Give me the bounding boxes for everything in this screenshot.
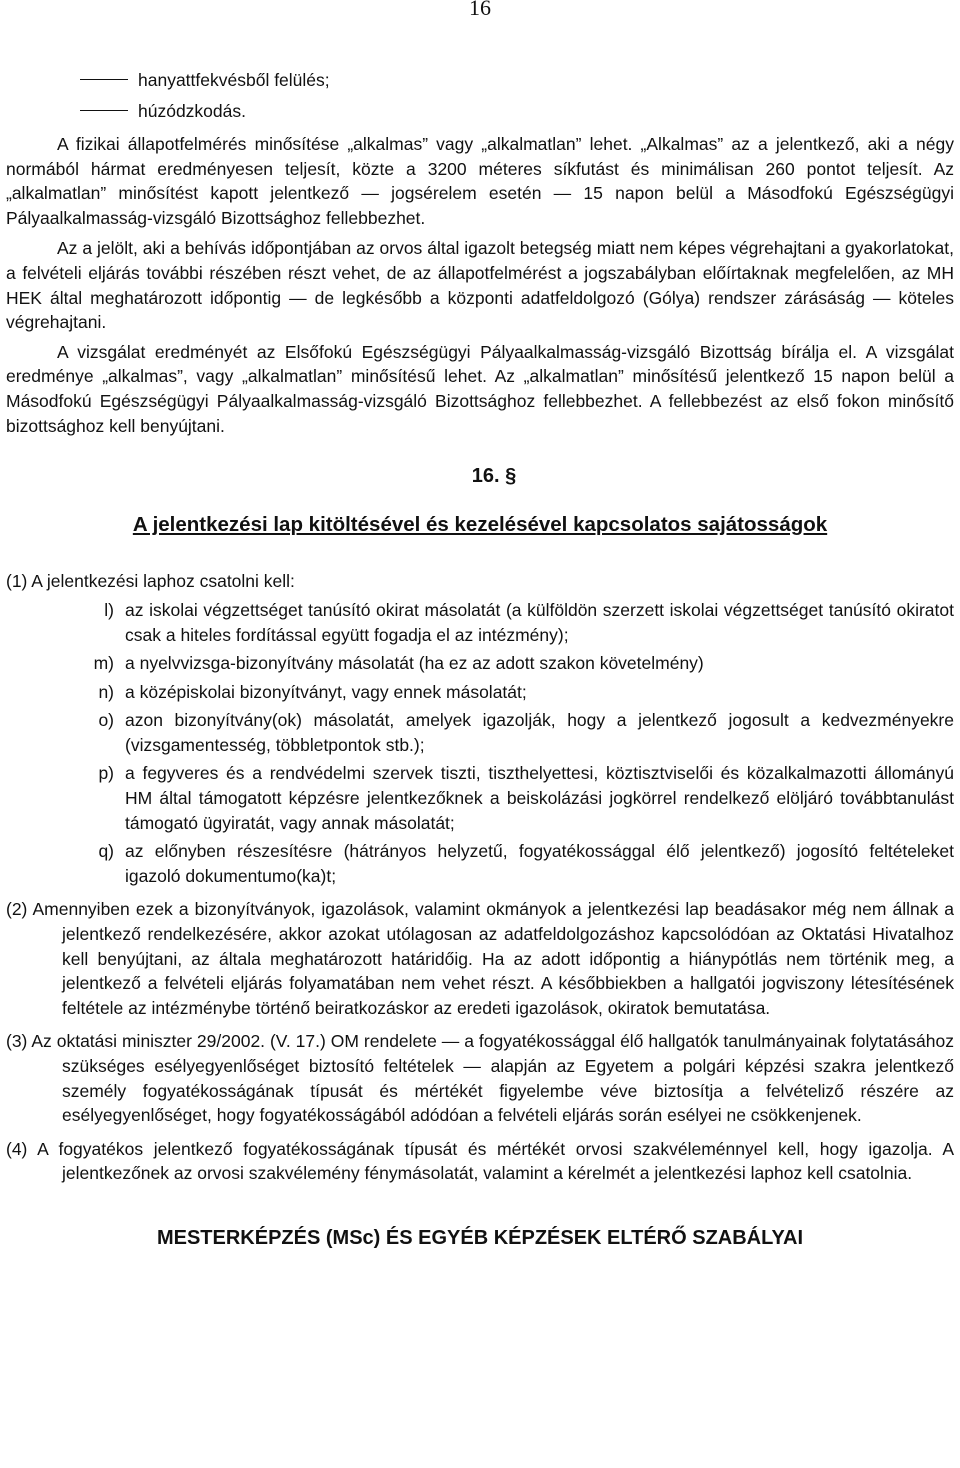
list-item-label: q) — [98, 841, 114, 862]
list-item — [64, 598, 954, 647]
point-4: (4) A fogyatékos jelentkező fogyatékosságának típusát és mértékét orvosi szakvéleménnyel kell, hogy igazolja. A jelentkezőnek az orvosi szakvélemény fénymásolatát, valamint a kérelmét a jelentkezési laphoz kell csatolnia. — [6, 1138, 954, 1184]
list-item-text: azon bizonyítvány(ok) másolatát, amelyek igazolják, hogy a jelentkező jogosult a kedvezményekre (vizsgamentesség, többletpontok stb.); — [125, 710, 954, 755]
list-item — [6, 99, 954, 130]
list-item-text: a középiskolai bizonyítványt, vagy ennek másolatát; — [125, 681, 527, 702]
paragraph-illness: Az a jelölt, aki a behívás időpontjában az orvos által igazolt betegség miatt nem képes végrehajtani a gyakorlatokat, a felvételi eljárás további részében részt vehet, de az állapotfelmérést a jogszabályban előírtaknak megfelelően, az MH HEK által meghatározott időpontig ― de legkésőbb a központi adatfeldolgozó (Gólya) rendszer zárásáság ― köteles végrehajtani. — [6, 238, 954, 333]
chapter-heading: MESTERKÉPZÉS (MSc) ÉS EGYÉB KÉPZÉSEK ELTÉRŐ SZABÁLYAI — [156, 1226, 804, 1249]
list-item-text: az előnyben részesítésre (hátrányos helyzetű, fogyatékossággal élő jelentkező) jogosító feltételeket igazoló dokumentumo(ka)t; — [125, 841, 954, 886]
list-item-label: o) — [98, 710, 114, 731]
list-item-text: hanyattfekvésből felülés; — [138, 70, 330, 90]
list-item-label: m) — [93, 653, 114, 674]
paragraph-exam-result: A vizsgálat eredményét az Elsőfokú Egészségügyi Pályaalkalmasság-vizsgáló Bizottság bírálja el. A vizsgálat eredménye „alkalmas”, vagy „alkalmatlan” minősítésű lehet. Az „alkalmatlan” minősítésű jelentkező 15 napon belül a Másodfokú Egészségügyi Pályaalkalmasság-vizsgáló Bizottsághoz fellebbezhet. A fellebbezést az első fokon minősítő bizottsághoz kell benyújtani. — [6, 341, 954, 436]
list-item — [64, 761, 954, 835]
list-item-text: a nyelvvizsga-bizonyítvány másolatát (ha ez az adott szakon követelmény) — [125, 653, 704, 674]
list-item-text: az iskolai végzettséget tanúsító okirat másolatát (a külföldön szerzett iskolai végzettséget tanúsító okiratot csak a hiteles fordítással együtt fogadja el az intézmény); — [125, 599, 954, 645]
section-number: 16. § — [471, 465, 517, 488]
list-item — [6, 68, 954, 99]
page-content — [6, 68, 954, 1251]
list-item — [64, 708, 954, 757]
section-title: A jelentkezési lap kitöltésével és kezelésével kapcsolatos sajátosságok — [132, 512, 828, 536]
point-1-intro: (1) A jelentkezési laphoz csatolni kell: — [6, 571, 295, 592]
list-item-label: p) — [98, 763, 114, 784]
list-item-label: n) — [98, 681, 114, 702]
list-item — [64, 651, 954, 676]
list-item — [64, 839, 954, 888]
list-item-text: húzódzkodás. — [138, 101, 246, 121]
paragraph-fitness-rating: A fizikai állapotfelmérés minősítése „alkalmas” vagy „alkalmatlan” lehet. „Alkalmas” az a jelentkező, aki a négy normából hármat eredményesen teljesít, közte a 3200 méteres síkfutást és minimálisan 260 pontot teljesít. Az „alkalmatlan” minősítést kapott jelentkező ― jogsérelem esetén ― 15 napon belül a Másodfokú Egészségügyi Pályaalkalmasság-vizsgáló Bizottsághoz fellebbezhet. — [6, 134, 954, 228]
page-number: 16 — [469, 0, 491, 20]
list-item-label: l) — [104, 599, 114, 620]
dash-icon — [80, 79, 128, 80]
list-item-text: a fegyveres és a rendvédelmi szervek tiszti, tiszthelyettesi, köztisztviselői és közalkalmazotti állományú HM által támogatott képzésre jelentkezőknek a beiskolázási jogkörrel rendelkező elöljáró továbbtanulást támogató ügyiratát, vagy annak másolatát; — [125, 763, 954, 833]
list-item — [64, 680, 954, 705]
point-3: (3) Az oktatási miniszter 29/2002. (V. 17.) OM rendelete ― a fogyatékossággal élő hallgatók tanulmányainak folytatásához szükséges esélyegyenlőséget biztosító feltételek ― alapján az Egyetem a polgári képzési szakra jelentkező személy fogyatékosságának típusát és mértékét figyelembe véve biztosítja a felvételiző részére az esélyegyenlőséget, hogy fogyatékosságából adódóan a felvételi eljárás során esélyei ne csökkenjenek. — [6, 1031, 954, 1126]
point-2: (2) Amennyiben ezek a bizonyítványok, igazolások, valamint okmányok a jelentkezési lap beadásakor még nem állnak a jelentkező rendelkezésére, akkor azokat utólagosan az adatfeldolgozáshoz kapcsolódóan az Oktatási Hivatalhoz kell benyújtani, az általa meghatározott határidőig. Ha az adott időpontig a hiánypótlás nem történik meg, a jelentkező a felvételi eljárás folyamatában nem vehet részt. A későbbiekben a hallgatói jogviszony létesítésének feltétele az intézménybe történő beiratkozáskor az eredeti igazolások, okiratok bemutatása. — [6, 899, 954, 1018]
dash-icon — [80, 110, 128, 111]
